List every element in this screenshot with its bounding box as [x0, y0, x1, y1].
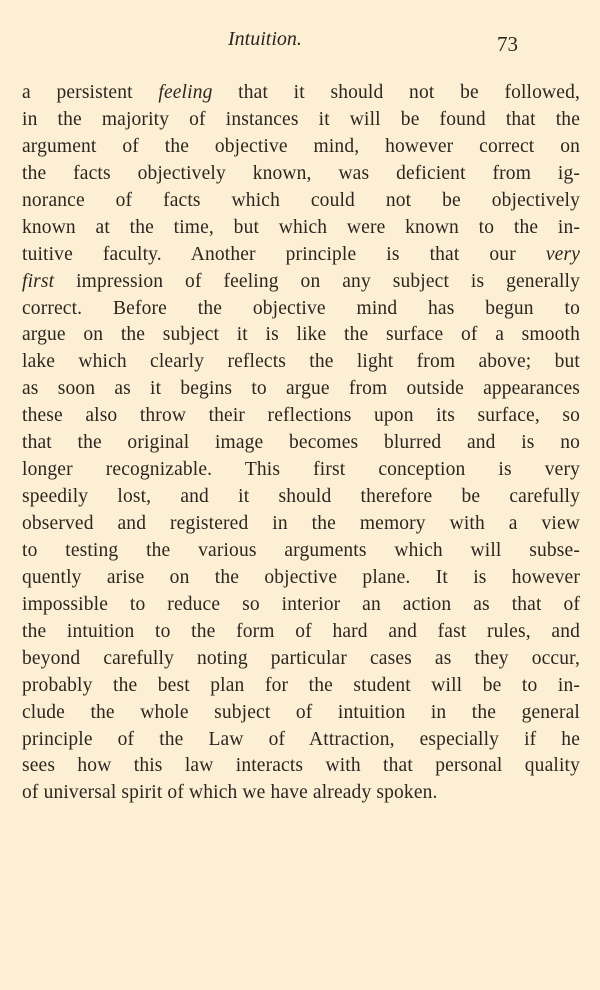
- text-segment: impression of feeling on any subject is generally: [54, 270, 580, 292]
- text-segment: of universal spirit of which we have already spoken.: [22, 782, 438, 804]
- text-segment: observed and registered in the memory with a view: [22, 513, 580, 534]
- text-line: [22, 538, 580, 565]
- text-segment: quently arise on the objective plane. It is however: [22, 566, 580, 588]
- page-header: [228, 28, 518, 58]
- text-line: [22, 457, 580, 484]
- text-segment: the facts objectively known, was deficient from ig-: [22, 162, 580, 184]
- text-line: [22, 376, 580, 403]
- text-line: [22, 296, 580, 323]
- text-line: [22, 780, 580, 807]
- text-segment: argument of the objective mind, however correct on: [22, 135, 580, 157]
- text-segment: probably the best plan for the student will be to in-: [22, 674, 580, 696]
- text-line: [22, 700, 580, 727]
- text-line: [22, 322, 580, 349]
- text-line: [22, 269, 580, 296]
- text-segment: correct. Before the objective mind has begun to: [22, 297, 580, 319]
- text-line: [22, 753, 580, 780]
- text-segment: known at the time, but which were known to the in-: [22, 216, 580, 238]
- text-line: [22, 673, 580, 700]
- text-line: [22, 161, 580, 188]
- text-line: [22, 188, 580, 215]
- text-segment: to testing the various arguments which will subse-: [22, 539, 580, 561]
- text-line: [22, 134, 580, 161]
- text-line: [22, 107, 580, 134]
- text-line: [22, 349, 580, 376]
- italic-text: feeling: [158, 82, 213, 103]
- text-segment: beyond carefully noting particular cases as they occur,: [22, 647, 580, 669]
- text-segment: that it should not be followed,: [212, 82, 580, 103]
- text-segment: speedily lost, and it should therefore be carefully: [22, 486, 580, 508]
- text-line: [22, 484, 580, 511]
- text-line: [22, 646, 580, 673]
- text-line: [22, 430, 580, 457]
- text-line: [22, 242, 580, 269]
- body-text: [22, 80, 580, 807]
- text-segment: that the original image becomes blurred and is no: [22, 432, 580, 454]
- italic-text: very: [545, 243, 580, 265]
- text-line: [22, 215, 580, 242]
- text-segment: tuitive faculty. Another principle is that our: [22, 243, 546, 265]
- text-segment: a persistent: [22, 82, 159, 103]
- running-title: Intuition.: [228, 28, 302, 50]
- text-segment: as soon as it begins to argue from outside appearances: [22, 378, 580, 400]
- text-segment: in the majority of instances it will be found that the: [22, 108, 580, 130]
- text-segment: sees how this law interacts with that personal quality: [22, 755, 580, 777]
- text-segment: the intuition to the form of hard and fast rules, and: [22, 620, 580, 642]
- text-segment: these also throw their reflections upon its surface, so: [22, 405, 580, 427]
- text-line: [22, 80, 580, 107]
- text-segment: lake which clearly reflects the light from above; but: [22, 351, 580, 373]
- text-line: [22, 727, 580, 754]
- text-segment: principle of the Law of Attraction, especially if he: [22, 728, 580, 750]
- text-line: [22, 565, 580, 592]
- text-segment: clude the whole subject of intuition in the general: [22, 701, 580, 723]
- text-line: [22, 592, 580, 619]
- text-line: [22, 511, 580, 538]
- text-segment: impossible to reduce so interior an action as that of: [22, 593, 580, 615]
- text-segment: longer recognizable. This first conception is very: [22, 459, 580, 481]
- italic-text: first: [22, 270, 55, 292]
- text-line: [22, 619, 580, 646]
- text-segment: argue on the subject it is like the surface of a smooth: [22, 324, 580, 346]
- page-number: 73: [497, 32, 518, 56]
- text-line: [22, 403, 580, 430]
- text-segment: norance of facts which could not be objectively: [22, 189, 580, 211]
